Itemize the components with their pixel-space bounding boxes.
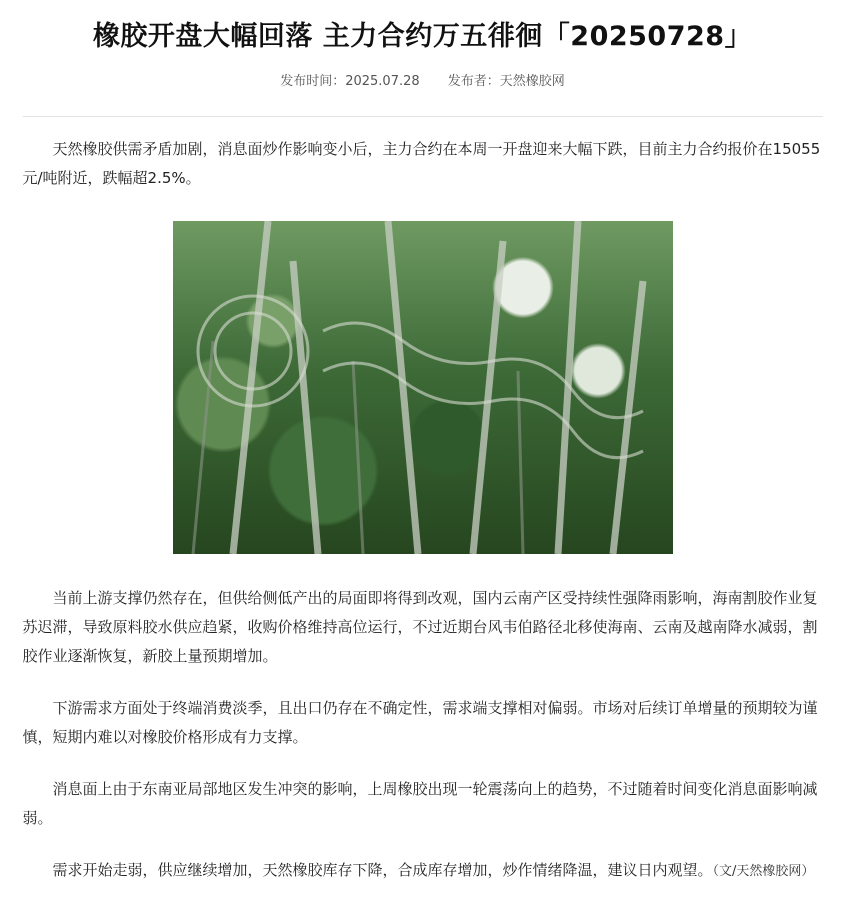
paragraph-4 <box>23 856 823 886</box>
article-title: 橡胶开盘大幅回落 主力合约万五徘徊「20250728」 <box>92 21 753 52</box>
article <box>23 0 823 886</box>
article-image-container <box>23 221 823 558</box>
paragraph-3: 消息面上由于东南亚局部地区发生冲突的影响，上周橡胶出现一轮震荡向上的趋势，不过随着时间变化消息面影响减弱。 <box>22 780 818 827</box>
keyword-link[interactable]: 天然橡胶 <box>52 140 113 158</box>
paragraph-2: 下游需求方面处于终端消费淡季，且出口仍存在不确定性，需求端支撑相对偏弱。市场对后续订单增量的预期较为谨慎，短期内难以对橡胶价格形成有力支撑。 <box>22 699 818 746</box>
intro-text: 供需矛盾加剧，消息面炒作影响变小后，主力合约在本周一开盘迎来大幅下跌，目前主力合约报价在15055元/吨附近，跌幅超2.5%。 <box>22 140 821 187</box>
paragraph-4-text: 需求开始走弱，供应继续增加，天然橡胶库存下降，合成库存增加，炒作情绪降温，建议日内观望。 <box>52 861 713 879</box>
paragraph-1: 当前上游支撑仍然存在，但供给侧低产出的局面即将得到改观，国内云南产区受持续性强降雨影响，海南割胶作业复苏迟滞，导致原料胶水供应趋紧，收购价格维持高位运行，不过近期台风韦伯路径北移使海南、云南及越南降水减弱，割胶作业逐渐恢复，新胶上量预期增加。 <box>22 589 818 665</box>
rubber-forest-photo <box>173 221 673 554</box>
title-divider <box>23 116 823 117</box>
publish-time: 发布时间：2025.07.28 <box>280 74 420 89</box>
source-credit: （文/天然橡胶网） <box>712 864 815 879</box>
photo-illustration <box>173 221 673 554</box>
article-meta <box>23 72 823 92</box>
watermark-logo <box>198 296 643 458</box>
publisher: 发布者：天然橡胶网 <box>447 74 565 89</box>
intro-paragraph <box>23 135 823 193</box>
